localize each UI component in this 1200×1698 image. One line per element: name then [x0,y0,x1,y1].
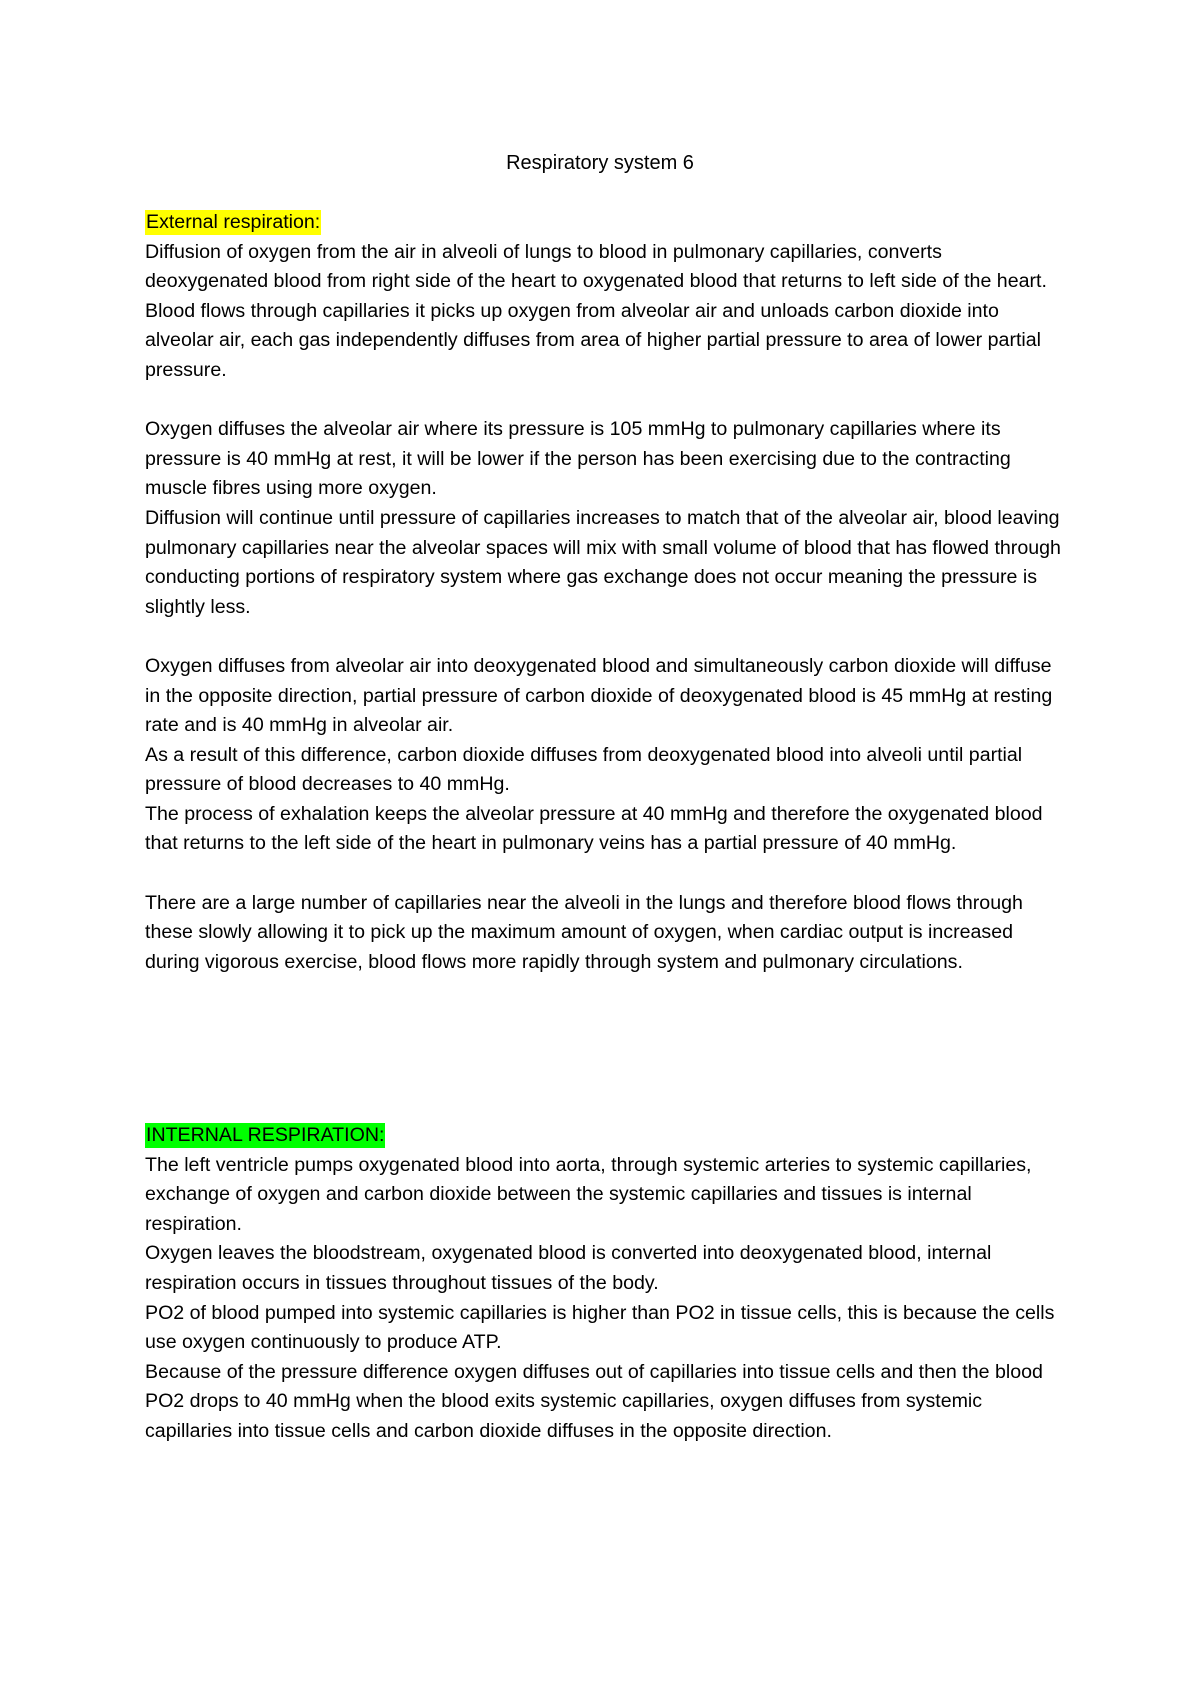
document-title: Respiratory system 6 [506,152,694,174]
blank-line [145,622,1063,652]
paragraph: As a result of this difference, carbon dioxide diffuses from deoxygenated blood into alveoli until partial pressure of blood decreases to 40 mmHg. [145,743,1023,796]
paragraph: Diffusion will continue until pressure of capillaries increases to match that of the alveolar air, blood leaving pulmonary capillaries near the alveolar spaces will mix with small volume of blood that has flowed through conducting portions of respiratory system where gas exchange does not occur meaning the pressure is slightly less. [145,506,1061,618]
paragraph: Oxygen diffuses the alveolar air where its pressure is 105 mmHg to pulmonary capillaries where its pressure is 40 mmHg at rest, it will be lower if the person has been exercising due to the contracting muscle fibres using more oxygen. [145,418,1011,500]
external-respiration-heading: External respiration: [146,211,321,233]
paragraph: The left ventricle pumps oxygenated blood into aorta, through systemic arteries to systemic capillaries, exchange of oxygen and carbon dioxide between the systemic capillaries and tissues is internal respiration. [145,1153,1032,1235]
section-heading-line [145,1121,1063,1151]
internal-respiration-section [145,1121,1063,1447]
internal-respiration-heading: INTERNAL RESPIRATION: [146,1124,385,1146]
paragraph: There are a large number of capillaries near the alveoli in the lungs and therefore blood flows through these slowly allowing it to pick up the maximum amount of oxygen, when cardiac output is increased during vigorous exercise, blood flows more rapidly through system and pulmonary circulations. [145,891,1023,973]
paragraph: The process of exhalation keeps the alveolar pressure at 40 mmHg and therefore the oxygenated blood that returns to the left side of the heart in pulmonary veins has a partial pressure of 40 mmHg. [145,802,1043,855]
paragraph: PO2 of blood pumped into systemic capillaries is higher than PO2 in tissue cells, this is because the cells use oxygen continuously to produce ATP. [145,1301,1055,1354]
paragraph: Because of the pressure difference oxygen diffuses out of capillaries into tissue cells and then the blood PO2 drops to 40 mmHg when the blood exits systemic capillaries, oxygen diffuses from systemic capillaries into tissue cells and carbon dioxide diffuses in the opposite direction. [145,1360,1043,1442]
blank-line [145,859,1063,889]
section-heading-line [145,208,1063,238]
blank-line [145,386,1063,416]
paragraph: Oxygen leaves the bloodstream, oxygenated blood is converted into deoxygenated blood, internal respiration occurs in tissues throughout tissues of the body. [145,1242,992,1294]
paragraph: Diffusion of oxygen from the air in alveoli of lungs to blood in pulmonary capillaries, converts deoxygenated blood from right side of the heart to oxygenated blood that returns to left side of the heart. [145,240,1047,293]
paragraph: Oxygen diffuses from alveolar air into deoxygenated blood and simultaneously carbon dioxide will diffuse in the opposite direction, partial pressure of carbon dioxide of deoxygenated blood is 45 mmHg at resting rate and is 40 mmHg in alveolar air. [145,654,1053,737]
paragraph: Blood flows through capillaries it picks up oxygen from alveolar air and unloads carbon dioxide into alveolar air, each gas independently diffuses from area of higher partial pressure to area of lower partial pressure. [145,299,1042,381]
external-respiration-section [145,208,1063,977]
